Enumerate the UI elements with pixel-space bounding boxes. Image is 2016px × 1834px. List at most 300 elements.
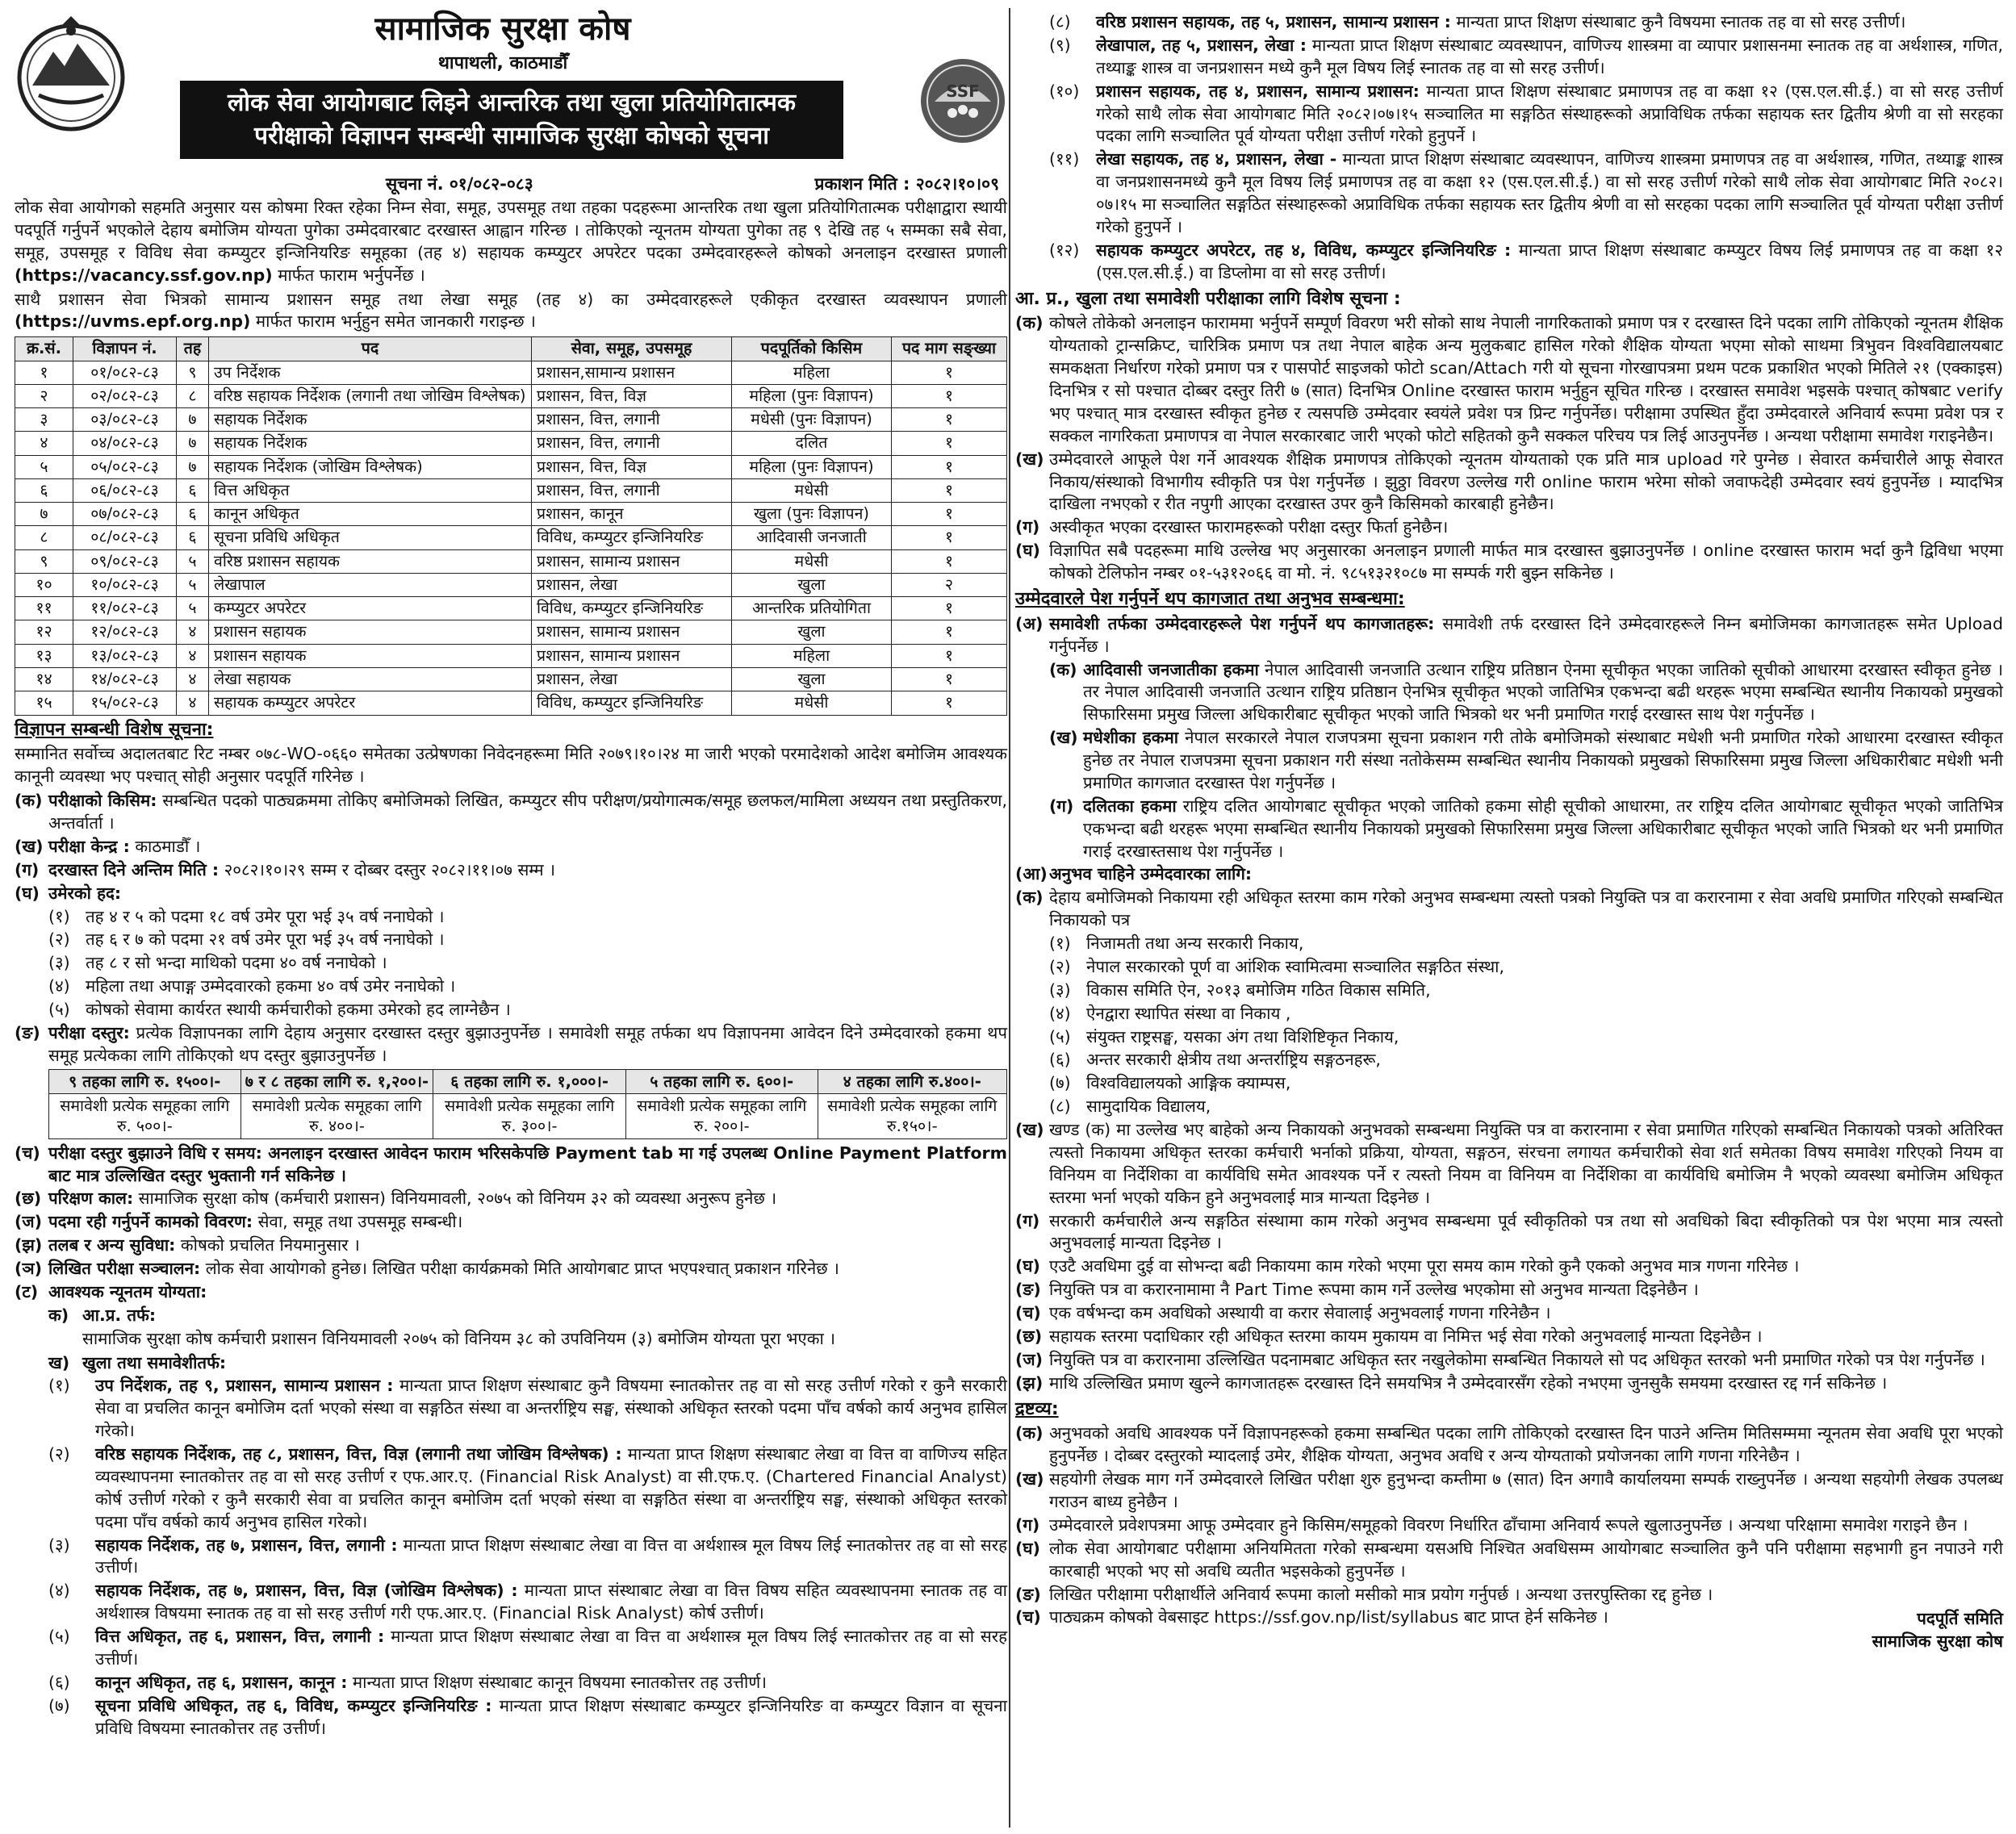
item-title: वरिष्ठ सहायक निर्देशक, तह ८, प्रशासन, वित्त, विज्ञ (लगानी तथा जोखिम विश्लेषक) : [95, 1444, 622, 1464]
item-body [95, 1672, 1007, 1694]
item-body [1096, 11, 2003, 34]
qualification-item [48, 1443, 1007, 1534]
notice-header [15, 11, 1007, 173]
table-cell: ०३/०८२-८३ [73, 408, 177, 432]
table-row [15, 691, 1007, 715]
item-text: निजामती तथा अन्य सरकारी निकाय, [1086, 934, 1304, 954]
item-label: (क) [1015, 1423, 1044, 1443]
table-cell: ६ [177, 503, 209, 526]
item-text: राष्ट्रिय दलित आयोगबाट सूचीकृत भएको जातिको हकमा सोही सूचीको आधारमा, तर राष्ट्रिय दलित आयोगबाट सूचीकृत भएको जातिभित्र एकभन्दा बढी थरहरू भएमा सम्बन्धित स्थानीय निकायको प्रमुखको सिफारिसमा प्रमुख जिल्ला अधिकारीबाट सूचीकृत भएको जाति भित्रको थर भनी प्रमाणित गराई दरखास्तसाथ पेश गर्नुपर्नेछ । [1083, 796, 2003, 861]
table-cell: महिला (पुनः विज्ञापन) [732, 384, 892, 407]
table-cell: आदिवासी जनजाती [732, 526, 892, 549]
publication-date: प्रकाशन मिति : २०८२।१०।०९ [814, 174, 999, 194]
table-cell: ४ [177, 644, 209, 667]
posts-header-cell: क्र.सं. [15, 337, 73, 361]
item-label: (१) [48, 1376, 70, 1396]
docs-heading: उम्मेदवारले पेश गर्नुपर्ने थप कागजात तथा अनुभव सम्बन्धमा: [1015, 588, 1405, 609]
signature-block [1872, 1608, 2003, 1652]
posts-header-cell: विज्ञापन नं. [73, 337, 177, 361]
item-text: नियुक्ति पत्र वा करारनामा उल्लिखित पदनामबाट अधिकृत स्तर नखुलेकोमा सम्बन्धित निकायले सो पद अधिकृत स्तरको भनी प्रमाणित गरेको पत्र पेश गर्नुपर्नेछ । [1049, 1349, 1985, 1369]
exam-centre: (ख) परीक्षा केन्द्र : काठमाडौँ । [15, 836, 201, 856]
list-item [1015, 1210, 2003, 1255]
table-cell: १०/०८२-८३ [73, 573, 177, 596]
table-cell: १५ [15, 691, 73, 715]
fees-table [48, 1069, 1007, 1139]
table-cell: ७ [177, 455, 209, 478]
table-cell: ०९/०८२-८३ [73, 549, 177, 573]
table-cell: १ [892, 478, 1007, 502]
table-cell: वरिष्ठ सहायक निर्देशक (लगानी तथा जोखिम विश्लेषक) [209, 384, 532, 407]
item-text: खण्ड (क) मा उल्लेख भए बाहेको अन्य निकायको अनुभवको सम्बन्धमा नियुक्ति पत्र वा करारनामा र सेवा प्रमाणित गरिएको सम्बन्धित निकायको पत्रको अतिरिक्त त्यस्तो निकायमा अधिकृत स्तरका कर्मचारी भर्नाको प्रक्रिया, योग्यता, सङ्गठन, संरचना लगायत कर्मचारीको सेवा शर्त समेतका विषय समावेश गरिएको नियम वा विनियम वा निर्देशिका वा कार्यविधि समेत आवश्यक पर्ने र त्यस्तो नियम वा विनियम वा निर्देशिका वा कार्यविधि बमोजिम नै भएको व्यवस्था बमोजिम अधिकृत स्तरमा भर्ना भएको यकिन हुने अनुभवलाई मात्र मान्यता दिइनेछ । [1049, 1120, 2003, 1207]
fee-cell: समावेशी प्रत्येक समूहका लागि रु.१५०।- [818, 1094, 1006, 1139]
table-cell: महिला [732, 361, 892, 384]
item-label: (झ) [1015, 1372, 1044, 1393]
item-title: लेखा सहायक, तह ४, प्रशासन, लेखा - [1096, 149, 1337, 169]
item-label: (४) [48, 1581, 70, 1601]
list-item [1015, 1584, 2003, 1606]
qualification-item [48, 1672, 1007, 1694]
table-cell: ४ [177, 667, 209, 691]
table-cell: १ [892, 597, 1007, 620]
table-cell: प्रशासन, सामान्य प्रशासन [532, 620, 732, 644]
list-item [1015, 1279, 2003, 1301]
table-cell: १ [892, 455, 1007, 478]
item-title: लेखापाल, तह ५, प्रशासन, लेखा : [1096, 35, 1307, 55]
table-row [15, 644, 1007, 667]
list-item [48, 999, 1007, 1021]
notes-list [1015, 1422, 2003, 1606]
table-cell: १ [15, 361, 73, 384]
table-cell: सहायक निर्देशक (जोखिम विश्लेषक) [209, 455, 532, 478]
item-label: (ग) [1015, 1514, 1040, 1535]
table-cell: ८ [15, 526, 73, 549]
table-cell: ०१/०८२-८३ [73, 361, 177, 384]
age-limit: (घ) उमेरको हद: [15, 883, 122, 903]
list-item [1049, 1049, 2003, 1072]
exam-fee: (ङ) परीक्षा दस्तुर: प्रत्येक विज्ञापनका लागि देहाय अनुसार दरखास्त दस्तुर बुझाउनुपर्नेछ । समावेशी समूह तर्फका थप विज्ञापनमा आवेदन दिने उम्मेदवारको हकमा थप समूह प्रत्येकका लागि तोकिएको थप दस्तुर बुझाउनुपर्नेछ । [15, 1022, 1007, 1065]
table-cell: प्रशासन,सामान्य प्रशासन [532, 361, 732, 384]
item-body [95, 1375, 1007, 1443]
qualification-item [48, 1626, 1007, 1671]
ap-notice-list [1015, 312, 2003, 585]
item-title: वित्त अधिकृत, तह ६, प्रशासन, वित्त, लगानी : [95, 1627, 385, 1647]
qual-internal: क) आ.प्र. तर्फ: [48, 1305, 157, 1325]
qualification-item [1049, 35, 2003, 80]
list-item [1015, 1119, 2003, 1209]
item-text: विश्वविद्यालयको आङ्गिक क्याम्पस, [1086, 1073, 1291, 1093]
item-label: (७) [1049, 1073, 1071, 1093]
table-cell: आन्तरिक प्रतियोगिता [732, 597, 892, 620]
item-text: महिला तथा अपाङ्ग उम्मेदवारको हकमा ४० वर्ष उमेर ननाघेको । [86, 976, 456, 996]
item-label: (९) [1049, 35, 1071, 55]
qualification-item [48, 1695, 1007, 1740]
uvms-url: (https://uvms.epf.org.np) [15, 311, 251, 332]
item-text: मान्यता प्राप्त शिक्षण संस्थाबाट प्रमाणपत्र तह वा कक्षा १२ (एस.एल.सी.ई.) वा सो सरह उत्तीर्ण गरेको साथै लोक सेवा आयोगबाट मिति २०८२।०७।१५ सञ्चालित मा सङ्गठित संस्थाहरूको अप्राविधिक तर्फका सहायक स्तर द्वितीय श्रेणी वा सो सरहका पदका लागि सञ्चालित पूर्व योग्यता परीक्षा उत्तीर्ण गरेको हुनुपर्ने । [1096, 81, 2003, 146]
table-cell: ७ [177, 432, 209, 455]
table-cell: ५ [177, 549, 209, 573]
table-cell: ३ [15, 408, 73, 432]
item-title: उप निर्देशक, तह ९, प्रशासन, सामान्य प्रशासन : [95, 1376, 394, 1396]
table-cell: १ [892, 384, 1007, 407]
table-cell: सहायक कम्प्युटर अपरेटर [209, 691, 532, 715]
list-item [1015, 1538, 2003, 1583]
table-cell: ८ [177, 384, 209, 407]
table-row [15, 667, 1007, 691]
signature-org: सामाजिक सुरक्षा कोष [1872, 1631, 2003, 1652]
table-row [15, 597, 1007, 620]
qualification-item [48, 1535, 1007, 1580]
table-cell: ६ [177, 526, 209, 549]
item-body [1096, 240, 2003, 285]
table-cell: १४/०८२-८३ [73, 667, 177, 691]
intro-para-2: साथै प्रशासन सेवा भित्रको सामान्य प्रशासन समूह तथा लेखा समूह (तह ४) का उम्मेदवारहरूले एकीकृत दरखास्त व्यवस्थापन प्रणाली (https://uvms.epf.org.np) मार्फत फाराम भर्नुहुन समेत जानकारी गराइन्छ । [15, 289, 1007, 332]
posts-header-cell: तह [177, 337, 209, 361]
fee-cell: समावेशी प्रत्येक समूहका लागि रु. ५००।- [49, 1094, 241, 1139]
item-label: (क) [1049, 659, 1077, 679]
ssf-logo-icon [918, 56, 1007, 145]
item-label: (ङ) [1015, 1584, 1041, 1604]
item-label: (७) [48, 1695, 70, 1715]
item-label: (११) [1049, 149, 1080, 169]
table-cell: ९ [177, 361, 209, 384]
qualifications-list-left [15, 1375, 1007, 1740]
written-exam: (ञ) लिखित परीक्षा सञ्चालन: लोक सेवा आयोगको हुनेछ। लिखित परीक्षा कार्यक्रमको मिति आयोगबाट प्राप्त भएपश्चात् प्रकाशन गरिनेछ । [15, 1259, 839, 1279]
item-text: मान्यता प्राप्त शिक्षण संस्थाबाट व्यवस्थापन, वाणिज्य शास्त्रमा वा व्यापार प्रशासनमा स्नातक तह वा अर्थशास्त्र, गणित, तथ्याङ्क शास्त्र वा जनप्रशासन मध्ये कुनै मूल विषय लिई स्नातक तह वा सो सरह उत्तीर्ण। [1096, 35, 2003, 77]
item-text: मान्यता प्राप्त शिक्षण संस्थाबाट कम्प्युटर इन्जिनियरिङ वा कम्प्युटर विज्ञान वा सूचना प्रविधि विषयमा स्नातकोत्तर तह उत्तीर्ण। [95, 1695, 1007, 1738]
table-cell: प्रशासन, वित्त, विज्ञ [532, 455, 732, 478]
list-item [1049, 659, 2003, 727]
item-label: (ख) [1015, 1120, 1044, 1140]
item-text: मान्यता प्राप्त शिक्षण संस्थाबाट व्यवस्थापन, वाणिज्य शास्त्रमा प्रमाणपत्र तह वा अर्थशास्त्र, गणित, तथ्याङ्क शास्त्र वा जनप्रशासनमध्ये कुनै मूल विषय लिई प्रमाणपत्र तह वा कक्षा १२ (एस.एल.सी.ई.) वा सो सरह उत्तीर्ण गरेको साथै लोक सेवा आयोगबाट मिति २०८२।०७।१५ मा सञ्चालित सङ्गठित संस्थाहरूको अप्राविधिक तर्फका सहायक स्तर द्वितीय श्रेणी वा सो सरहका पदका लागि सञ्चालित पूर्व योग्यता परीक्षा उत्तीर्ण गरेको हुनुपर्ने । [1096, 149, 2003, 236]
table-cell: ४ [15, 432, 73, 455]
table-cell: ७ [15, 503, 73, 526]
item-label: (ङ) [1015, 1280, 1041, 1300]
table-cell: १ [892, 361, 1007, 384]
list-item [1049, 1003, 2003, 1026]
title-line-2: परीक्षाको विज्ञापन सम्बन्धी सामाजिक सुरक्षा कोषको सूचना [253, 121, 770, 150]
qualification-item [1049, 11, 2003, 34]
list-item [1049, 1072, 2003, 1095]
item-text: मान्यता प्राप्त शिक्षण संस्थाबाट लेखा वा वित्त वा वाणिज्य सहित व्यवस्थापनमा स्नातकोत्तर तह वा सो सरह उत्तीर्ण र एफ.आर.ए. (Financial Risk Analyst) वा सी.एफ.ए. (Chartered Financial Analyst) कोर्ष उत्तीर्ण गरेको र कुनै सरकारी सेवा वा प्रचलित कानून बमोजिम दर्ता भएको संस्था वा सङ्गठित संस्था वा अन्तर्राष्ट्रिय सङ्घ, संस्थाको अधिकृत स्तरको पदमा पाँच वर्षको कार्य अनुभव हासिल गरेको। [95, 1444, 1007, 1531]
table-cell: सहायक निर्देशक [209, 432, 532, 455]
list-item [1049, 1026, 2003, 1049]
list-item [1015, 540, 2003, 585]
posts-header-cell: सेवा, समूह, उपसमूह [532, 337, 732, 361]
bodies-list [1015, 933, 2003, 1118]
qualification-item [1049, 148, 2003, 239]
probation: (छ) परिक्षण काल: सामाजिक सुरक्षा कोष (कर्मचारी प्रशासन) विनियमावली, २०७५ को विनियम ३२ को व्यवस्था अनुरूप हुनेछ । [15, 1189, 777, 1209]
table-cell: सूचना प्रविधि अधिकृत [209, 526, 532, 549]
table-cell: ६ [177, 478, 209, 502]
table-row [15, 573, 1007, 596]
table-cell: खुला (पुनः विज्ञापन) [732, 503, 892, 526]
item-label: (छ) [1015, 1326, 1043, 1346]
table-cell: ५ [15, 455, 73, 478]
notice-title-banner [180, 81, 843, 159]
item-label: (घ) [1015, 1256, 1040, 1276]
item-body [1083, 659, 2003, 727]
item-label: (घ) [1015, 541, 1040, 561]
list-item [1049, 956, 2003, 979]
experience-section: (आ) अनुभव चाहिने उम्मेदवारका लागि: [1015, 864, 1253, 884]
title-line-1: लोक सेवा आयोगबाट लिइने आन्तरिक तथा खुला प्रतियोगितात्मक [227, 89, 797, 117]
fees-table-header [49, 1069, 1007, 1093]
table-cell: १ [892, 432, 1007, 455]
item-text: एउटै अवधिमा दुई वा सोभन्दा बढी निकायमा काम गरेको भएमा पूरा समय काम गरेको कुनै एकको अनुभव मात्र गणना गरिनेछ । [1049, 1256, 1800, 1276]
table-cell: खुला [732, 667, 892, 691]
table-cell: २ [15, 384, 73, 407]
list-item [1015, 1255, 2003, 1278]
org-name: सामाजिक सुरक्षा कोष [374, 10, 631, 48]
item-text: सहायक स्तरमा पदाधिकार रही अधिकृत स्तरमा कायम मुकायम वा निमित्त भई सेवा गरेको अनुभवलाई मान्यता दिइनेछैन । [1049, 1326, 1763, 1346]
table-cell: १ [892, 691, 1007, 715]
item-title: आदिवासी जनजातीका हकमा [1083, 659, 1259, 679]
fees-table-row [49, 1094, 1007, 1139]
list-item [1015, 1349, 2003, 1372]
posts-table-body [15, 361, 1007, 715]
item-text: उम्मेदवारले आफूले पेश गर्ने आवश्यक शैक्षिक प्रमाणपत्र तोकिएको न्यूनतम योग्यताको एक प्रति मात्र upload गरे पुग्नेछ । सेवारत कर्मचारीले आफू सेवारत निकाय/संस्थाको विभागीय स्वीकृति पत्र पेश गर्नुपर्नेछ । झुठ्ठा विवरण उल्लेख गरी online फाराम भरेमा सोको जवाफदेही उम्मेदवार स्वयं हुनुपर्नेछ । म्यादभित्र दाखिला नभएको र रीत नपुगी आएका दरखास्त उपर कुनै किसिमको कारबाही हुनेछैन। [1049, 449, 2003, 514]
table-cell: उप निर्देशक [209, 361, 532, 384]
item-label: (१) [1049, 934, 1071, 954]
item-text: सहयोगी लेखक माग गर्ने उम्मेदवारले लिखित परीक्षा शुरु हुनुभन्दा कम्तीमा ७ (सात) दिन अगावै कार्यालयमा सम्पर्क राख्नुपर्नेछ । अन्यथा सहयोगी लेखक उपलब्ध गराउन बाध्य हुनेछैन । [1049, 1469, 2003, 1512]
posts-table-header [15, 337, 1007, 361]
item-body [1083, 796, 2003, 863]
posts-table [15, 336, 1007, 715]
item-text: मान्यता प्राप्त शिक्षण संस्थाबाट लेखा वा वित्त वा अर्थशास्त्र मूल विषय लिई स्नातकोत्तर तह वा सो सरह उत्तीर्ण। [95, 1627, 1007, 1669]
table-cell: प्रशासन, कानून [532, 503, 732, 526]
item-label: (१०) [1049, 81, 1080, 101]
table-cell: २ [892, 573, 1007, 596]
table-row [15, 455, 1007, 478]
item-text: ऐनद्वारा स्थापित संस्था वा निकाय , [1086, 1003, 1291, 1023]
item-text: संयुक्त राष्ट्रसङ्घ, यसका अंग तथा विशिष्टिकृत निकाय, [1086, 1026, 1399, 1047]
item-text: उम्मेदवारले प्रवेशपत्रमा आफू उम्मेदवार हुने किसिम/समूहको विवरण निर्धारित ढाँचामा अनिवार्य रूपले खुलाउनुपर्नेछ । अन्यथा परिक्षामा समावेश गराइने छैन । [1049, 1514, 1968, 1535]
item-text: मान्यता प्राप्त शिक्षण संस्थाबाट कुनै विषयमा स्नातक तह वा सो सरह उत्तीर्ण। [1450, 12, 1906, 31]
table-row [15, 361, 1007, 384]
item-label: (५) [48, 1627, 70, 1647]
table-cell: प्रशासन, वित्त, लगानी [532, 432, 732, 455]
item-text: मान्यता प्राप्त शिक्षण संस्थाबाट कानून विषयमा स्नातकोत्तर तह उत्तीर्ण। [347, 1672, 767, 1692]
table-cell: खुला [732, 573, 892, 596]
item-label: (१) [48, 906, 70, 926]
table-cell: ११/०८२-८३ [73, 597, 177, 620]
table-row [15, 549, 1007, 573]
fee-header-cell: ६ तहका लागि रु. १,०००।- [433, 1069, 626, 1093]
item-body [1096, 35, 2003, 80]
item-text: नियुक्ति पत्र वा करारनामामा नै Part Time रूपमा काम गर्ने उल्लेख भएकोमा सो अनुभव मान्यता दिइनेछैन । [1049, 1280, 1699, 1300]
right-column [1015, 11, 2003, 1653]
table-cell: कम्प्युटर अपरेटर [209, 597, 532, 620]
table-row [15, 478, 1007, 502]
syllabus-note: पाठ्यक्रम कोषको वेबसाइट https://ssf.gov.np/list/syllabus बाट प्राप्त हेर्न सकिनेछ । [1049, 1607, 1608, 1627]
signature-committee: पदपूर्ति समिति [1917, 1609, 2003, 1629]
item-body [95, 1443, 1007, 1534]
table-cell: ०४/०८२-८३ [73, 432, 177, 455]
item-text: नेपाल आदिवासी जनजाति उत्थान राष्ट्रिय प्रतिष्ठान ऐनमा सूचीकृत भएका जातिको सूचीको आधारमा दरखास्त स्वीकृत हुनेछ । तर नेपाल आदिवासी जनजाति उत्थान राष्ट्रिय प्रतिष्ठान ऐनभित्र सूचीकृत भएको जातिभित्र एकभन्दा बढी थरहरू भएमा सम्बन्धित स्थानीय निकायको प्रमुखको सिफारिसमा प्रमुख जिल्ला अधिकारीबाट सूचीकृत भएको जाति भित्रको थर भनी प्रमाणित गराई दरखास्त साथ पेश गर्नुपर्नेछ । [1083, 659, 2003, 725]
table-cell: ७ [177, 408, 209, 432]
table-cell: ४ [177, 620, 209, 644]
item-text: नेपाल सरकारको पूर्ण वा आंशिक स्वामित्वमा सञ्चालित सङ्गठित संस्था, [1086, 956, 1505, 976]
item-text: अस्वीकृत भएका दरखास्त फारामहरूको परीक्षा दस्तुर फिर्ता हुनेछैन। [1049, 517, 1449, 537]
intro-para-1: लोक सेवा आयोगको सहमति अनुसार यस कोषमा रिक्त रहेका निम्न सेवा, समूह, उपसमूह तथा तहका पदहरूमा आन्तरिक तथा खुला प्रतियोगितात्मक परीक्षाद्वारा स्थायी पदपूर्ति गर्नुपर्ने भएकोले देहाय बमोजिम योग्यता पुगेका उम्मेदवारबाट दरखास्त आह्वान गरिन्छ । तोकिएको न्यूनतम योग्यता पुगेका तह ९ देखि तह ५ सम्मका सबै सेवा, समूह, उपसमूह र विविध सेवा कम्प्युटर इन्जिनियरिङ समूहका (तह ४) सहायक कम्प्युटर अपरेटर पदका उम्मेदवारहरूले कोषको अनलाइन दरखास्त प्रणाली (https://vacancy.ssf.gov.np) मार्फत फाराम भर्नुपर्नेछ । [15, 198, 1007, 285]
fee-header-cell: ७ र ८ तहका लागि रु. १,२००।- [240, 1069, 433, 1093]
list-item [1015, 449, 2003, 516]
table-cell: लेखापाल [209, 573, 532, 596]
qualification-item [1049, 240, 2003, 285]
fee-header-cell: ४ तहका लागि रु.४००।- [818, 1069, 1006, 1093]
application-deadline: (ग) दरखास्त दिने अन्तिम मिति : २०८२।१०।२९ सम्म र दोब्बर दस्तुर २०८२।११।०७ सम्म । [15, 859, 555, 879]
table-cell: ६ [15, 478, 73, 502]
item-title: सहायक निर्देशक, तह ७, प्रशासन, वित्त, लगानी : [95, 1535, 398, 1555]
table-cell: सहायक निर्देशक [209, 408, 532, 432]
item-text: सामुदायिक विद्यालय, [1086, 1097, 1211, 1117]
column-divider [1009, 8, 1010, 1828]
item-label: (क) [1015, 313, 1044, 333]
item-title: सूचना प्रविधि अधिकृत, तह ६, विविध, कम्प्युटर इन्जिनियरिङ : [95, 1695, 492, 1715]
table-row [15, 408, 1007, 432]
list-item [1049, 727, 2003, 795]
table-cell: ५ [177, 573, 209, 596]
table-cell: प्रशासन, सामान्य प्रशासन [532, 644, 732, 667]
fee-cell: समावेशी प्रत्येक समूहका लागि रु. २००।- [625, 1094, 818, 1139]
notes-heading: द्रष्टव्य: [1015, 1398, 1059, 1419]
table-cell: ११ [15, 597, 73, 620]
item-label: (ख) [1015, 1469, 1044, 1489]
table-row [15, 432, 1007, 455]
table-cell: प्रशासन, वित्त, विज्ञ [532, 384, 732, 407]
table-cell: प्रशासन, वित्त, लगानी [532, 408, 732, 432]
table-cell: १५/०८२-८३ [73, 691, 177, 715]
table-cell: महिला [732, 644, 892, 667]
ssf-logo-text: SSF [946, 81, 980, 101]
item-text: एक वर्षभन्दा कम अवधिको अस्थायी वा करार सेवालाई अनुभवलाई गणना गरिनेछैन । [1049, 1303, 1551, 1323]
table-cell: प्रशासन, सामान्य प्रशासन [532, 549, 732, 573]
item-title: कानून अधिकृत, तह ६, प्रशासन, कानून : [95, 1672, 348, 1692]
table-cell: महिला (पुनः विज्ञापन) [732, 455, 892, 478]
table-cell: वित्त अधिकृत [209, 478, 532, 502]
item-label: (४) [48, 976, 70, 996]
table-cell: प्रशासन सहायक [209, 644, 532, 667]
table-cell: ०८/०८२-८३ [73, 526, 177, 549]
item-label: (ग) [1049, 796, 1074, 816]
list-item [1015, 1326, 2003, 1348]
item-label: (३) [1049, 980, 1071, 1000]
table-cell: ०५/०८२-८३ [73, 455, 177, 478]
table-cell: १ [892, 549, 1007, 573]
table-cell: विविध, कम्प्युटर इन्जिनियरिङ [532, 526, 732, 549]
item-title: सहायक कम्प्युटर अपरेटर, तह ४, विविध, कम्प्युटर इन्जिनियरिङ : [1096, 240, 1512, 260]
list-item [1049, 796, 2003, 863]
item-label: (२) [48, 1444, 70, 1464]
item-label: (घ) [1015, 1538, 1040, 1558]
table-cell: लेखा सहायक [209, 667, 532, 691]
item-text: मान्यता प्राप्त शिक्षण संस्थाबाट लेखा वा वित्त वा अर्थशास्त्र मूल विषय लिई स्नातकोत्तर तह वा सो सरह उत्तीर्ण। [95, 1535, 1007, 1577]
item-text: सरकारी कर्मचारीले अन्य सङ्गठित संस्थामा काम गरेको अनुभव सम्बन्धमा पूर्व स्वीकृतिको पत्र तथा सो अवधिको बिदा स्वीकृतिको पत्र पेश भएमा मात्र त्यस्तो अनुभवलाई मान्यता दिइनेछ । [1049, 1210, 2003, 1253]
age-limit-list [15, 906, 1007, 1021]
item-label: (४) [1049, 1003, 1071, 1023]
table-cell: प्रशासन सहायक [209, 620, 532, 644]
table-cell: प्रशासन, वित्त, लगानी [532, 478, 732, 502]
table-cell: मधेसी [732, 691, 892, 715]
qual-open: ख) खुला तथा समावेशीतर्फ: [48, 1352, 227, 1372]
table-cell: मधेसी [732, 478, 892, 502]
list-item [48, 975, 1007, 998]
list-item [1049, 1096, 2003, 1118]
table-cell: १ [892, 620, 1007, 644]
qualifications-list-right [1015, 11, 2003, 285]
item-body [95, 1580, 1007, 1625]
fee-header-cell: ५ तहका लागि रु. ६००।- [625, 1069, 818, 1093]
item-text: कोषले तोकेको अनलाइन फाराममा भर्नुपर्ने सम्पूर्ण विवरण भरी सोको साथ नेपाली नागरिकताको प्रमाण पत्र र दरखास्त दिने पदका लागि तोकिएको न्यूनतम शैक्षिक योग्यताको ट्रान्सक्रिप्ट, चारित्रिक प्रमाण पत्र तथा नेपाल बाहेक अन्य मुलुकबाट हासिल गरेको शैक्षिक योग्यता भएमा सोको साथमा त्रिभुवन विश्वविद्यालयबाट समकक्षता निर्धारण गरेको प्रमाण पत्र र पासपोर्ट साइजको फोटो scan/Attach गरी यो सूचना गोरखापत्रमा प्रथम पटक प्रकाशित भएको मितिले २१ (एक्काइस) दिनभित्र र सो पश्चात दोब्बर दस्तुर तिरी ७ (सात) दिनभित्र Online दरखास्त फाराम भर्नुहुन सूचित गरिन्छ । दरखास्त समावेश भइसके पश्चात् कोषबाट verify भए पश्चात् मात्र दरखास्त स्वीकृत हुनेछ र त्यसपछि उम्मेदवार स्वयंले प्रवेश पत्र प्रिन्ट गर्नुपर्नेछ। परीक्षामा उपस्थित हुँदा उम्मेदवारले अनिवार्य रूपमा प्रवेश पत्र र सक्कल नागरिकता प्रमाणपत्र वा नेपाल सरकारबाट जारी भएको फोटो सहितको कुनै सक्कल परिचय पत्र लिई आउनुपर्नेछ । अन्यथा परीक्षामा समावेश गराइनेछैन। [1049, 313, 2003, 445]
ap-notice-heading: आ. प्र., खुला तथा समावेशी परीक्षाका लागि विशेष सूचना : [1015, 288, 1401, 309]
item-body [1096, 148, 2003, 239]
item-label: (३) [48, 1535, 70, 1555]
table-row [15, 384, 1007, 407]
min-qualification: (ट) आवश्यक न्यूनतम योग्यता: [15, 1281, 207, 1301]
table-cell: प्रशासन, लेखा [532, 573, 732, 596]
table-cell: विविध, कम्प्युटर इन्जिनियरिङ [532, 691, 732, 715]
left-column [15, 11, 1007, 1740]
list-item [1015, 1468, 2003, 1514]
table-cell: मधेसी (पुनः विज्ञापन) [732, 408, 892, 432]
list-item [48, 906, 1007, 929]
item-label: (६) [1049, 1050, 1071, 1070]
table-cell: १ [892, 526, 1007, 549]
notice-number: सूचना नं. ०१/०८२-०८३ [386, 174, 533, 194]
item-label: (ग) [1015, 517, 1040, 537]
item-label: (६) [48, 1672, 70, 1692]
special-notice-heading: विज्ञापन सम्बन्धी विशेष सूचना: [15, 719, 214, 740]
inclusive-docs: (अ) समावेशी तर्फका उम्मेदवारहरूले पेश गर्नुपर्ने थप कागजातहरू: समावेशी तर्फ दरखास्त दिने उम्मेदवारहरूले निम्न बमोजिमका कागजातहरू समेत Upload गर्नुपर्नेछ । [1015, 613, 2003, 656]
item-label: (१२) [1049, 240, 1080, 260]
table-cell: १ [892, 644, 1007, 667]
item-text: कोषको सेवामा कार्यरत स्थायी कर्मचारीको हकमा उमेरको हद लाग्नेछैन । [86, 1000, 511, 1020]
item-label: (३) [48, 953, 70, 973]
table-cell: ०६/०८२-८३ [73, 478, 177, 502]
item-text: नेपाल सरकारले नेपाल राजपत्रमा सूचना प्रकाशन गरी तोके बमोजिमको संस्थाबाट मधेशी भनी प्रमाणित गरेको आधारमा दरखास्त स्वीकृत हुनेछ तर नेपाल राजपत्रमा सूचना प्रकाशन गरी संस्था नतोकेसम्म सम्बन्धित स्थानीय निकायको प्रमुखको सिफारिसमा प्रमुख जिल्ला अधिकारीबाट मधेशी भनी प्रमाणित कागजात दरखास्त पेश गर्नुपर्नेछ । [1083, 728, 2003, 792]
table-cell: १ [892, 408, 1007, 432]
item-label: (ग) [1015, 1210, 1040, 1230]
table-cell: मधेसी [732, 549, 892, 573]
item-text: अनुभवको अवधि आवश्यक पर्ने विज्ञापनहरूको हकमा सम्बन्धित पदका लागि तोकिएको दरखास्त दिन पाउने अन्तिम मितिसम्ममा न्यूनतम सेवा अवधि पूरा भएको हुनुपर्नेछ । दोब्बर दस्तुरको म्यादलाई उमेर, शैक्षिक योग्यता, अनुभव अवधि र अन्य योग्यताको प्रयोजनका लागि गणना गरिनेछैन । [1049, 1423, 2003, 1466]
item-text: विकास समिति ऐन, २०१३ बमोजिम गठित विकास समिति, [1086, 980, 1431, 1000]
item-label: (८) [1049, 1097, 1071, 1117]
fee-cell: समावेशी प्रत्येक समूहका लागि रु. ३००।- [433, 1094, 626, 1139]
table-row [15, 503, 1007, 526]
table-cell: १२ [15, 620, 73, 644]
table-cell: ५ [177, 597, 209, 620]
qualification-item [48, 1375, 1007, 1443]
item-label: (५) [48, 1000, 70, 1020]
nepal-emblem-icon [15, 15, 128, 136]
item-text: विज्ञापित सबै पदहरूमा माथि उल्लेख भए अनुसारका अनलाइन प्रणाली मार्फत मात्र दरखास्त बुझाउनुपर्नेछ । online दरखास्त फाराम भर्दा कुनै द्विविधा भएमा कोषको टेलिफोन नम्बर ०१-५३१२०६६ वा मो. नं. ९८५१३२१०८७ मा सम्पर्क गरी बुझ्न सकिनेछ । [1049, 541, 2003, 583]
item-text: माथि उल्लिखित प्रमाण खुल्ने कागजातहरू दरखास्त दिने समयभित्र नै उम्मेदवारसँग रहेको नभएमा जुनसुकै समयमा दरखास्त रद्द गर्न सकिनेछ । [1049, 1372, 1888, 1393]
item-title: सहायक निर्देशक, तह ७, प्रशासन, वित्त, विज्ञ (जोखिम विश्लेषक) : [95, 1581, 518, 1601]
org-address: थापाथली, काठमाडौँ [437, 53, 568, 73]
table-cell: कानून अधिकृत [209, 503, 532, 526]
item-title: प्रशासन सहायक, तह ४, प्रशासन, सामान्य प्रशासन: [1096, 81, 1420, 101]
table-row [15, 526, 1007, 549]
fee-header-cell: ९ तहका लागि रु. १५००।- [49, 1069, 241, 1093]
item-body [95, 1535, 1007, 1580]
table-cell: ०२/०८२-८३ [73, 384, 177, 407]
posts-header-cell: पद [209, 337, 532, 361]
item-title: मधेशीका हकमा [1083, 728, 1179, 748]
list-item [1015, 1372, 2003, 1395]
list-item [1015, 1302, 2003, 1325]
item-label: (२) [48, 930, 70, 950]
table-cell: विविध, कम्प्युटर इन्जिनियरिङ [532, 597, 732, 620]
